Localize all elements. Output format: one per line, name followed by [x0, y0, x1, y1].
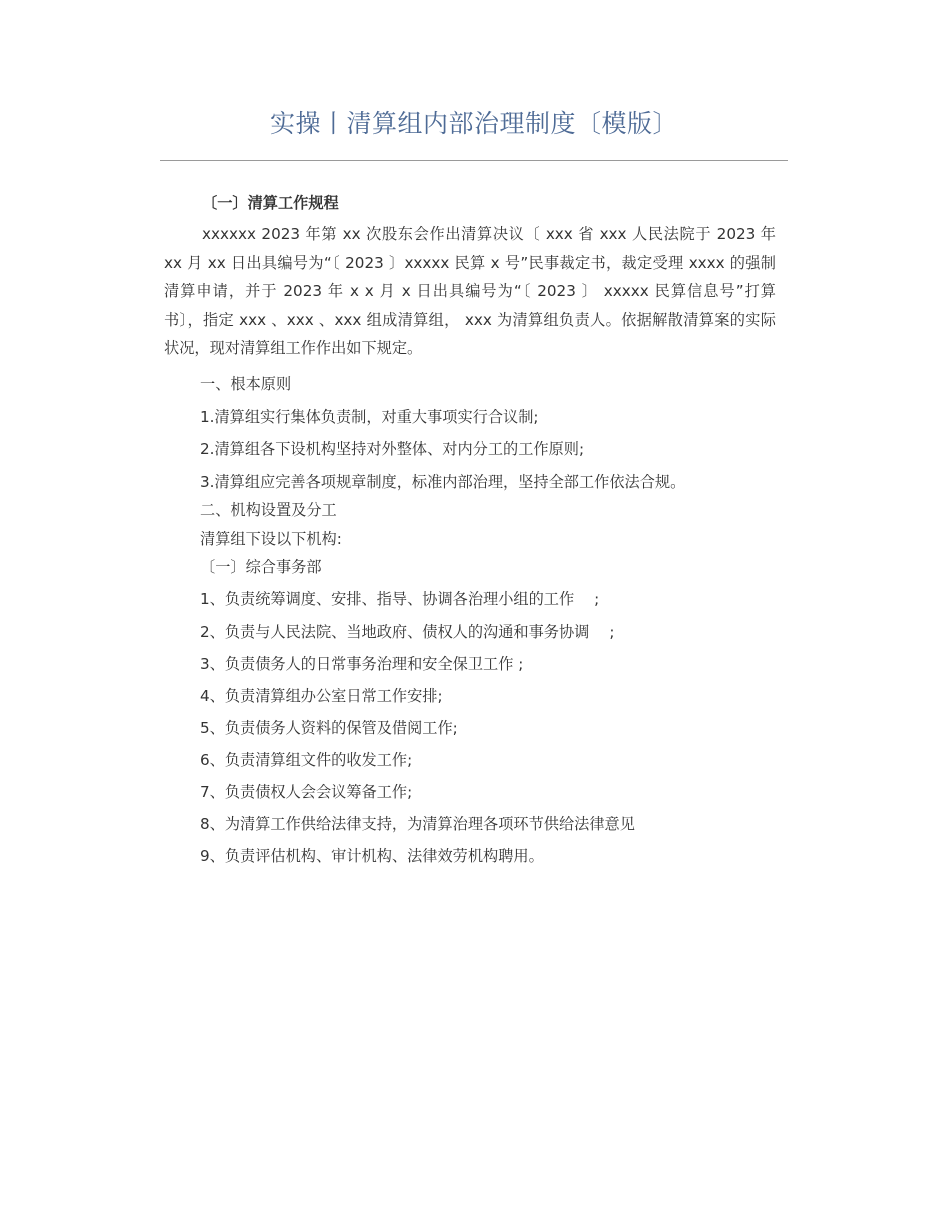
- duty-item: 2、负责与人民法院、当地政府、债权人的沟通和事务协调 ;: [200, 622, 615, 641]
- department-heading: 〔一〕综合事务部: [200, 557, 322, 576]
- organization-intro: 清算组下设以下机构:: [200, 529, 342, 548]
- duty-item: 6、负责清算组文件的收发工作;: [200, 750, 413, 769]
- title-divider: [160, 160, 788, 161]
- duty-item: 5、负责债务人资料的保管及借阅工作;: [200, 718, 458, 737]
- duty-item: 1、负责统筹调度、安排、指导、协调各治理小组的工作 ;: [200, 589, 600, 608]
- document-title: 实操丨清算组内部治理制度〔模版〕: [269, 109, 678, 138]
- document-body: [164, 190, 776, 869]
- duty-item: 3、负责债务人的日常事务治理和安全保卫工作 ;: [200, 654, 524, 673]
- duty-item: 9、负责评估机构、审计机构、法律效劳机构聘用。: [200, 846, 544, 865]
- principle-item: 1.清算组实行集体负责制，对重大事项实行合议制;: [200, 407, 539, 426]
- section-heading: 〔一〕清算工作规程: [202, 194, 339, 212]
- duty-item: 7、负责债权人会会议筹备工作;: [200, 782, 413, 801]
- organization-heading: 二、机构设置及分工: [200, 500, 337, 519]
- principle-item: 3.清算组应完善各项规章制度，标准内部治理，坚持全部工作依法合规。: [200, 472, 686, 491]
- principle-item: 2.清算组各下设机构坚持对外整体、对内分工的工作原则;: [200, 439, 585, 458]
- duty-item: 4、负责清算组办公室日常工作安排;: [200, 686, 443, 705]
- intro-paragraph: xxxxxx 2023 年第 xx 次股东会作出清算决议〔 xxx 省 xxx 人民法院于 2023 年 xx 月 xx 日出具编号为“〔 2023 〕xxxxx 民算 x 号”民事裁定书，裁定受理 xxxx 的强制清算申请，并于 2023 年 x x 月 x 日出具编号为“〔 2023 〕 xxxxx 民算信息号”打算书〕，指定 xxx 、xxx 、xxx 组成清算组， xxx 为清算组负责人。依据解散清算案的实际状况，现对清算组工作作出如下规定。: [164, 225, 776, 358]
- duty-item: 8、为清算工作供给法律支持，为清算治理各项环节供给法律意见: [200, 814, 635, 833]
- principles-heading: 一、根本原则: [200, 374, 292, 393]
